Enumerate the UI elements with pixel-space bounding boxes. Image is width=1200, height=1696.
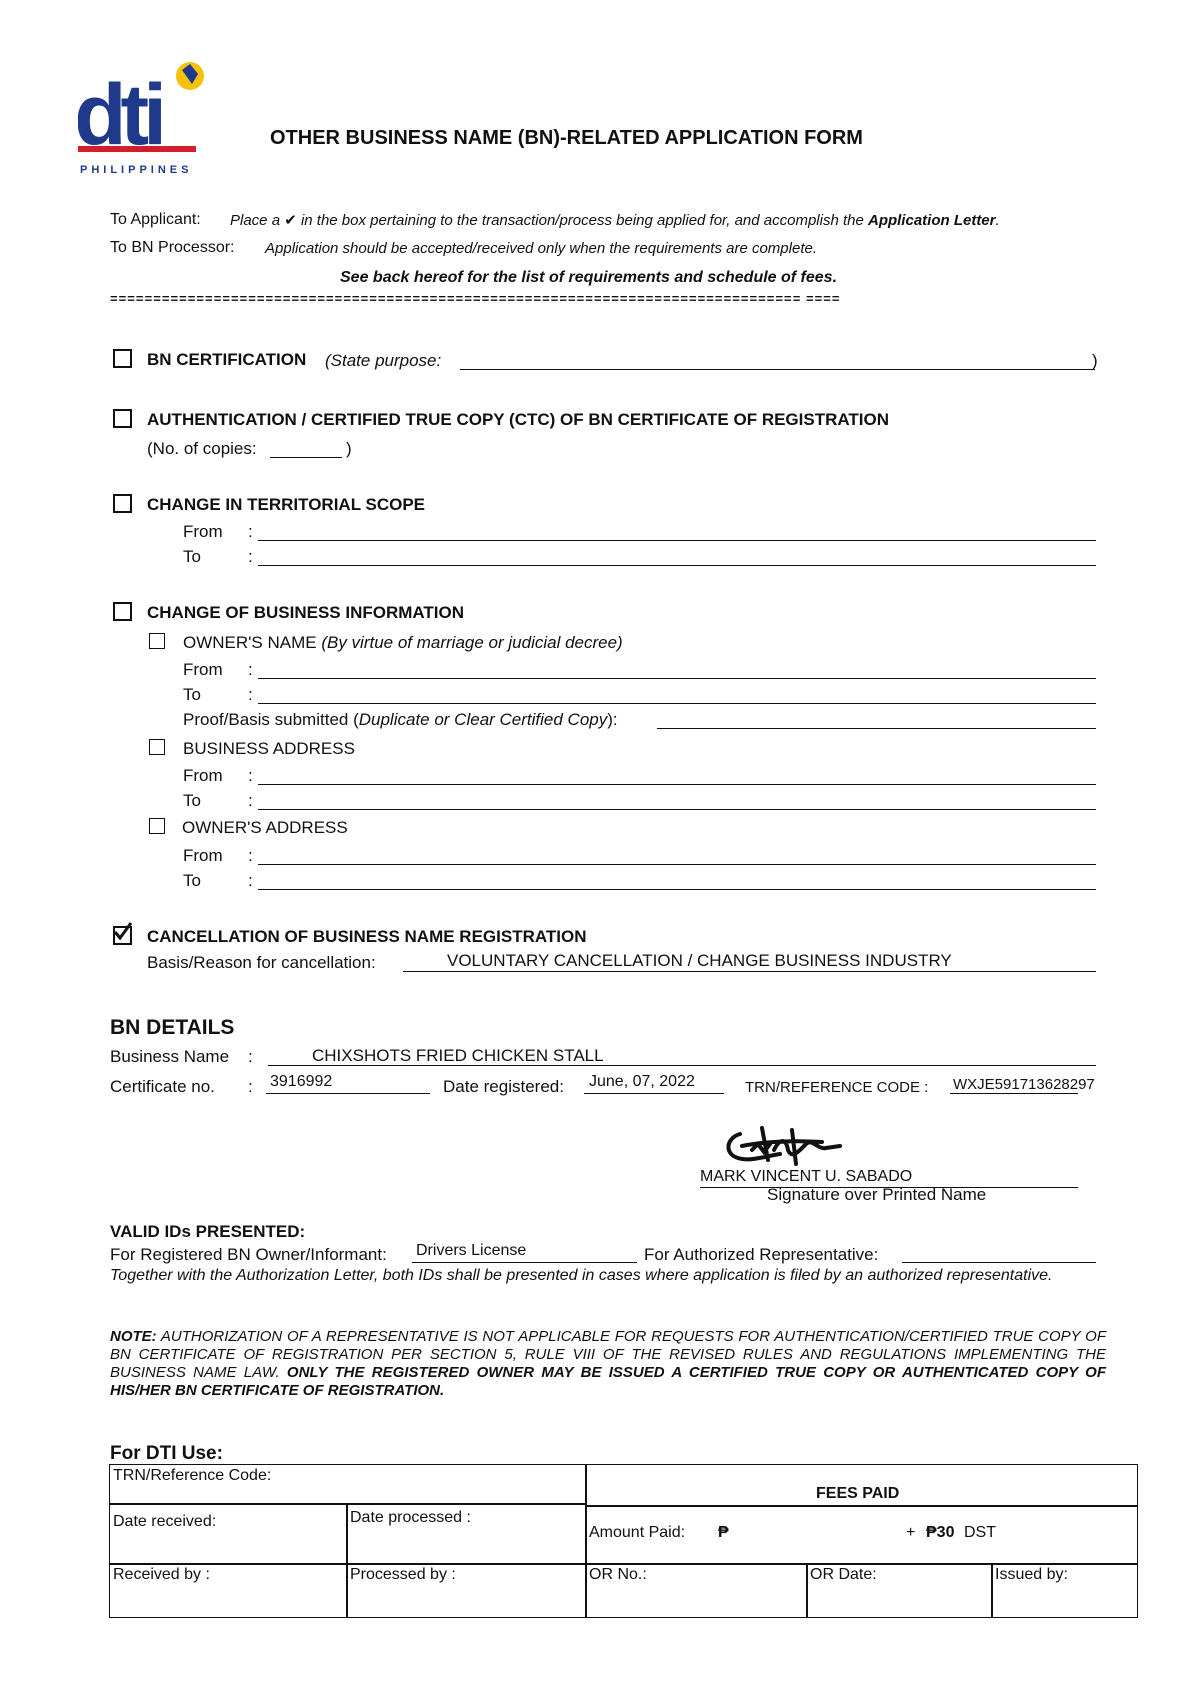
- owner-address-to-field[interactable]: [258, 889, 1096, 890]
- authentication-copies-close: ): [346, 439, 352, 458]
- business-address-label: BUSINESS ADDRESS: [183, 739, 355, 758]
- fees-paid-label: FEES PAID: [816, 1485, 900, 1502]
- trn-label: TRN/Reference Code:: [113, 1467, 272, 1484]
- valid-ids-heading: VALID IDs PRESENTED:: [110, 1222, 306, 1241]
- see-back-note: See back hereof for the list of requirements and schedule of fees.: [340, 269, 838, 286]
- proof-label-part1: Proof/Basis submitted (: [183, 710, 359, 729]
- bn-certification-purpose-label: (State purpose:: [325, 351, 442, 370]
- applicant-text-part2: in the box pertaining to the transaction/process being applied for, and accomplish the: [296, 212, 868, 229]
- applicant-text-part3: .: [995, 212, 1000, 229]
- cancellation-basis-label: Basis/Reason for cancellation:: [147, 953, 376, 972]
- owner-name-from-label: From: [183, 660, 223, 679]
- owner-address-to-label: To: [183, 871, 201, 890]
- authentication-title: AUTHENTICATION / CERTIFIED TRUE COPY (CTC) OF BN CERTIFICATE OF REGISTRATION: [147, 410, 889, 429]
- owner-address-checkbox[interactable]: [149, 818, 165, 834]
- cell-or-no[interactable]: [585, 1563, 808, 1618]
- note-bold-text: ONLY THE REGISTERED OWNER MAY BE ISSUED A CERTIFIED TRUE COPY OR AUTHENTICATED COPY OF HIS/HER BN CERTIFICATE OF REGISTRATION.: [110, 1364, 1106, 1399]
- territorial-from-label: From: [183, 522, 223, 541]
- business-address-checkbox[interactable]: [149, 739, 165, 755]
- date-registered-label: Date registered:: [443, 1077, 564, 1096]
- business-address-from-colon: :: [248, 766, 253, 785]
- received-by-label: Received by :: [113, 1566, 210, 1583]
- owner-name-to-label: To: [183, 685, 201, 704]
- cell-issued-by[interactable]: [991, 1563, 1138, 1618]
- date-registered-value[interactable]: June, 07, 2022: [589, 1073, 695, 1090]
- owner-name-label: [183, 633, 623, 653]
- trn-code-field[interactable]: [950, 1093, 1078, 1094]
- date-registered-field[interactable]: [584, 1093, 724, 1094]
- owner-name-to-field[interactable]: [258, 703, 1096, 704]
- bn-certification-title: BN CERTIFICATION: [147, 350, 307, 369]
- bn-certification-checkbox[interactable]: [113, 349, 132, 368]
- authentication-copies-field[interactable]: [270, 457, 342, 458]
- trn-code-label: TRN/REFERENCE CODE :: [745, 1079, 929, 1096]
- certificate-no-colon: :: [248, 1077, 253, 1096]
- territorial-to-field[interactable]: [258, 565, 1096, 566]
- signature-caption: Signature over Printed Name: [767, 1185, 987, 1204]
- certificate-no-label: Certificate no.: [110, 1077, 215, 1096]
- change-info-checkbox[interactable]: [113, 602, 132, 621]
- territorial-scope-checkbox[interactable]: [113, 494, 132, 513]
- business-address-to-field[interactable]: [258, 809, 1096, 810]
- logo-text: dti: [78, 67, 162, 163]
- dti-logo: [78, 56, 206, 180]
- valid-ids-note: Together with the Authorization Letter, both IDs shall be presented in cases where application is filed by an authorized representative.: [110, 1267, 1053, 1284]
- certificate-no-field[interactable]: [266, 1093, 430, 1094]
- signature-graphic: [722, 1120, 847, 1170]
- cell-processed-by[interactable]: [346, 1563, 587, 1618]
- instructions-processor-text: Application should be accepted/received only when the requirements are complete.: [265, 240, 817, 257]
- form-title: OTHER BUSINESS NAME (BN)-RELATED APPLICATION FORM: [270, 127, 863, 149]
- amount-paid-label: Amount Paid:: [589, 1524, 686, 1541]
- owner-address-to-colon: :: [248, 871, 253, 890]
- owner-address-label: OWNER'S ADDRESS: [182, 818, 348, 837]
- instructions-applicant-label: To Applicant:: [110, 211, 201, 228]
- rep-id-field[interactable]: [902, 1262, 1096, 1263]
- owner-name-checkbox[interactable]: [149, 633, 165, 649]
- business-address-from-field[interactable]: [258, 784, 1096, 785]
- note-label: NOTE:: [110, 1328, 157, 1345]
- applicant-text-part1: Place a: [230, 212, 285, 229]
- territorial-scope-title: CHANGE IN TERRITORIAL SCOPE: [147, 495, 426, 514]
- cancellation-basis-field[interactable]: [403, 971, 1096, 972]
- business-name-value[interactable]: CHIXSHOTS FRIED CHICKEN STALL: [312, 1046, 604, 1065]
- cell-or-date[interactable]: [806, 1563, 993, 1618]
- business-name-colon: :: [248, 1047, 253, 1066]
- owner-name-to-colon: :: [248, 685, 253, 704]
- proof-basis-field[interactable]: [657, 728, 1096, 729]
- signature-printed-name: MARK VINCENT U. SABADO: [700, 1168, 913, 1185]
- logo-subtext: PHILIPPINES: [80, 164, 193, 176]
- note-text: AUTHORIZATION OF A REPRESENTATIVE IS NOT APPLICABLE FOR REQUESTS FOR AUTHENTICATION/CERTIFIED TRUE COPY OF BN CERTIFICATE OF REGISTRATION PER SECTION 5, RULE VIII OF THE REVISED RULES AND REGULATIONS IMPLEMENTING THE BUSINESS NAME LAW.: [110, 1328, 1106, 1381]
- dst-amount: ₱30: [926, 1524, 955, 1541]
- owner-address-from-field[interactable]: [258, 864, 1096, 865]
- signature-mark: [722, 1120, 847, 1170]
- check-icon: ✔: [284, 212, 297, 229]
- authorization-note: [110, 1328, 1106, 1400]
- proof-label-italic: Duplicate or Clear Certified Copy: [358, 710, 608, 729]
- territorial-to-label: To: [183, 547, 201, 566]
- dti-use-heading: For DTI Use:: [110, 1443, 223, 1464]
- cancellation-checkbox[interactable]: [113, 926, 132, 945]
- instructions-applicant-text: [230, 211, 1000, 231]
- authentication-copies-label: (No. of copies:: [147, 439, 257, 458]
- cell-amount-paid[interactable]: [585, 1505, 1138, 1565]
- territorial-from-field[interactable]: [258, 540, 1096, 541]
- owner-name-note: (By virtue of marriage or judicial decree): [321, 633, 623, 652]
- change-info-title: CHANGE OF BUSINESS INFORMATION: [147, 603, 465, 622]
- bn-certification-purpose-field[interactable]: [460, 369, 1095, 370]
- proof-basis-label: [183, 710, 618, 730]
- business-address-from-label: From: [183, 766, 223, 785]
- processed-by-label: Processed by :: [350, 1566, 456, 1583]
- date-processed-label: Date processed :: [350, 1509, 471, 1526]
- cell-trn: [109, 1464, 587, 1505]
- authentication-checkbox[interactable]: [113, 409, 132, 428]
- cancellation-basis-value[interactable]: VOLUNTARY CANCELLATION / CHANGE BUSINESS INDUSTRY: [447, 951, 952, 970]
- business-address-to-label: To: [183, 791, 201, 810]
- peso-icon: ₱: [718, 1524, 729, 1541]
- dti-use-table: [109, 1464, 1138, 1618]
- territorial-from-colon: :: [248, 522, 253, 541]
- business-address-to-colon: :: [248, 791, 253, 810]
- dst-label: DST: [964, 1524, 996, 1541]
- proof-label-part2: ):: [607, 710, 618, 729]
- owner-name-from-colon: :: [248, 660, 253, 679]
- owner-address-from-colon: :: [248, 846, 253, 865]
- cancellation-title: CANCELLATION OF BUSINESS NAME REGISTRATION: [147, 927, 587, 946]
- issued-by-label: Issued by:: [995, 1566, 1068, 1583]
- cell-date-received[interactable]: [109, 1503, 348, 1565]
- trn-code-value[interactable]: WXJE591713628297: [953, 1076, 1095, 1093]
- or-no-label: OR No.:: [589, 1566, 647, 1583]
- owner-id-field[interactable]: [412, 1262, 637, 1263]
- instructions-processor-label: To BN Processor:: [110, 239, 235, 256]
- or-date-label: OR Date:: [810, 1566, 877, 1583]
- owner-name-text: OWNER'S NAME: [183, 633, 317, 652]
- owner-id-label: For Registered BN Owner/Informant:: [110, 1245, 387, 1264]
- checkmark-icon: [113, 922, 132, 941]
- date-received-label: Date received:: [113, 1513, 217, 1530]
- owner-address-from-label: From: [183, 846, 223, 865]
- cell-fees-paid: [585, 1464, 1138, 1507]
- business-name-label: Business Name: [110, 1047, 230, 1066]
- bn-details-heading: BN DETAILS: [110, 1016, 235, 1039]
- certificate-no-value[interactable]: 3916992: [270, 1073, 333, 1090]
- cell-date-processed[interactable]: [346, 1503, 587, 1565]
- bn-certification-close-paren: ): [1092, 351, 1098, 370]
- territorial-to-colon: :: [248, 547, 253, 566]
- plus-sign: +: [906, 1524, 916, 1541]
- owner-id-value[interactable]: Drivers License: [416, 1242, 527, 1259]
- owner-name-from-field[interactable]: [258, 678, 1096, 679]
- applicant-text-bold: Application Letter: [867, 212, 996, 229]
- separator-line: ================================================================================ ====: [110, 291, 841, 306]
- rep-id-label: For Authorized Representative:: [644, 1245, 879, 1264]
- cell-received-by[interactable]: [109, 1563, 348, 1618]
